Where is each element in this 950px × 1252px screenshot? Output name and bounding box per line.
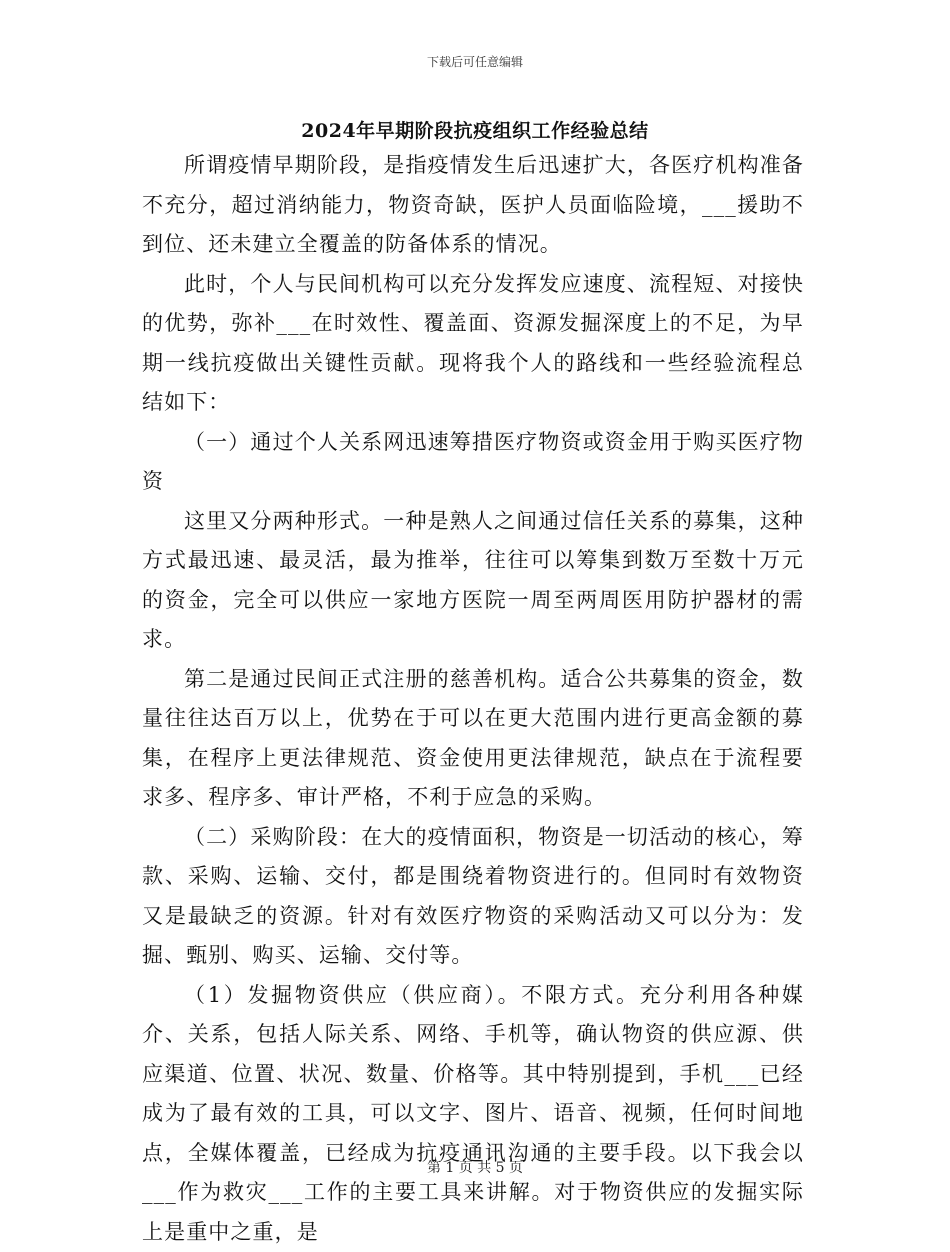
paragraph: 此时，个人与民间机构可以充分发挥发应速度、流程短、对接快的优势，弥补___在时效性、覆盖面、资源发掘深度上的不足，为早期一线抗疫做出关键性贡献。现将我个人的路线和一些经验流程总结如下： [142,265,804,423]
paragraph: 所谓疫情早期阶段，是指疫情发生后迅速扩大，各医疗机构准备不充分，超过消纳能力，物资奇缺，医护人员面临险境，___援助不到位、还未建立全覆盖的防备体系的情况。 [142,146,804,265]
paragraph: 这里又分两种形式。一种是熟人之间通过信任关系的募集，这种方式最迅速、最灵活，最为推举，往往可以筹集到数万至数十万元的资金，完全可以供应一家地方医院一周至两周医用防护器材的需求。 [142,502,804,660]
document-body [142,146,804,1252]
header-note: 下载后可任意编辑 [0,53,950,70]
page-footer: 第 1 页 共 5 页 [0,1157,950,1177]
paragraph: 第二是通过民间正式注册的慈善机构。适合公共募集的资金，数量往往达百万以上，优势在于可以在更大范围内进行更高金额的募集，在程序上更法律规范、资金使用更法律规范，缺点在于流程要求多、程序多、审计严格，不利于应急的采购。 [142,660,804,818]
document-title: 2024年早期阶段抗疫组织工作经验总结 [0,116,950,143]
section-heading: （一）通过个人关系网迅速筹措医疗物资或资金用于购买医疗物资 [142,423,804,502]
section-heading: （二）采购阶段：在大的疫情面积，物资是一切活动的核心，筹款、采购、运输、交付，都是围绕着物资进行的。但同时有效物资又是最缺乏的资源。针对有效医疗物资的采购活动又可以分为：发掘、甄别、购买、运输、交付等。 [142,818,804,976]
paragraph: （1）发掘物资供应（供应商）。不限方式。充分利用各种媒介、关系，包括人际关系、网络、手机等，确认物资的供应源、供应渠道、位置、状况、数量、价格等。其中特别提到，手机___已经成为了最有效的工具，可以文字、图片、语音、视频，任何时间地点，全媒体覆盖，已经成为抗疫通讯沟通的主要手段。以下我会以___作为救灾___工作的主要工具来讲解。对于物资供应的发掘实际上是重中之重，是 [142,976,804,1252]
